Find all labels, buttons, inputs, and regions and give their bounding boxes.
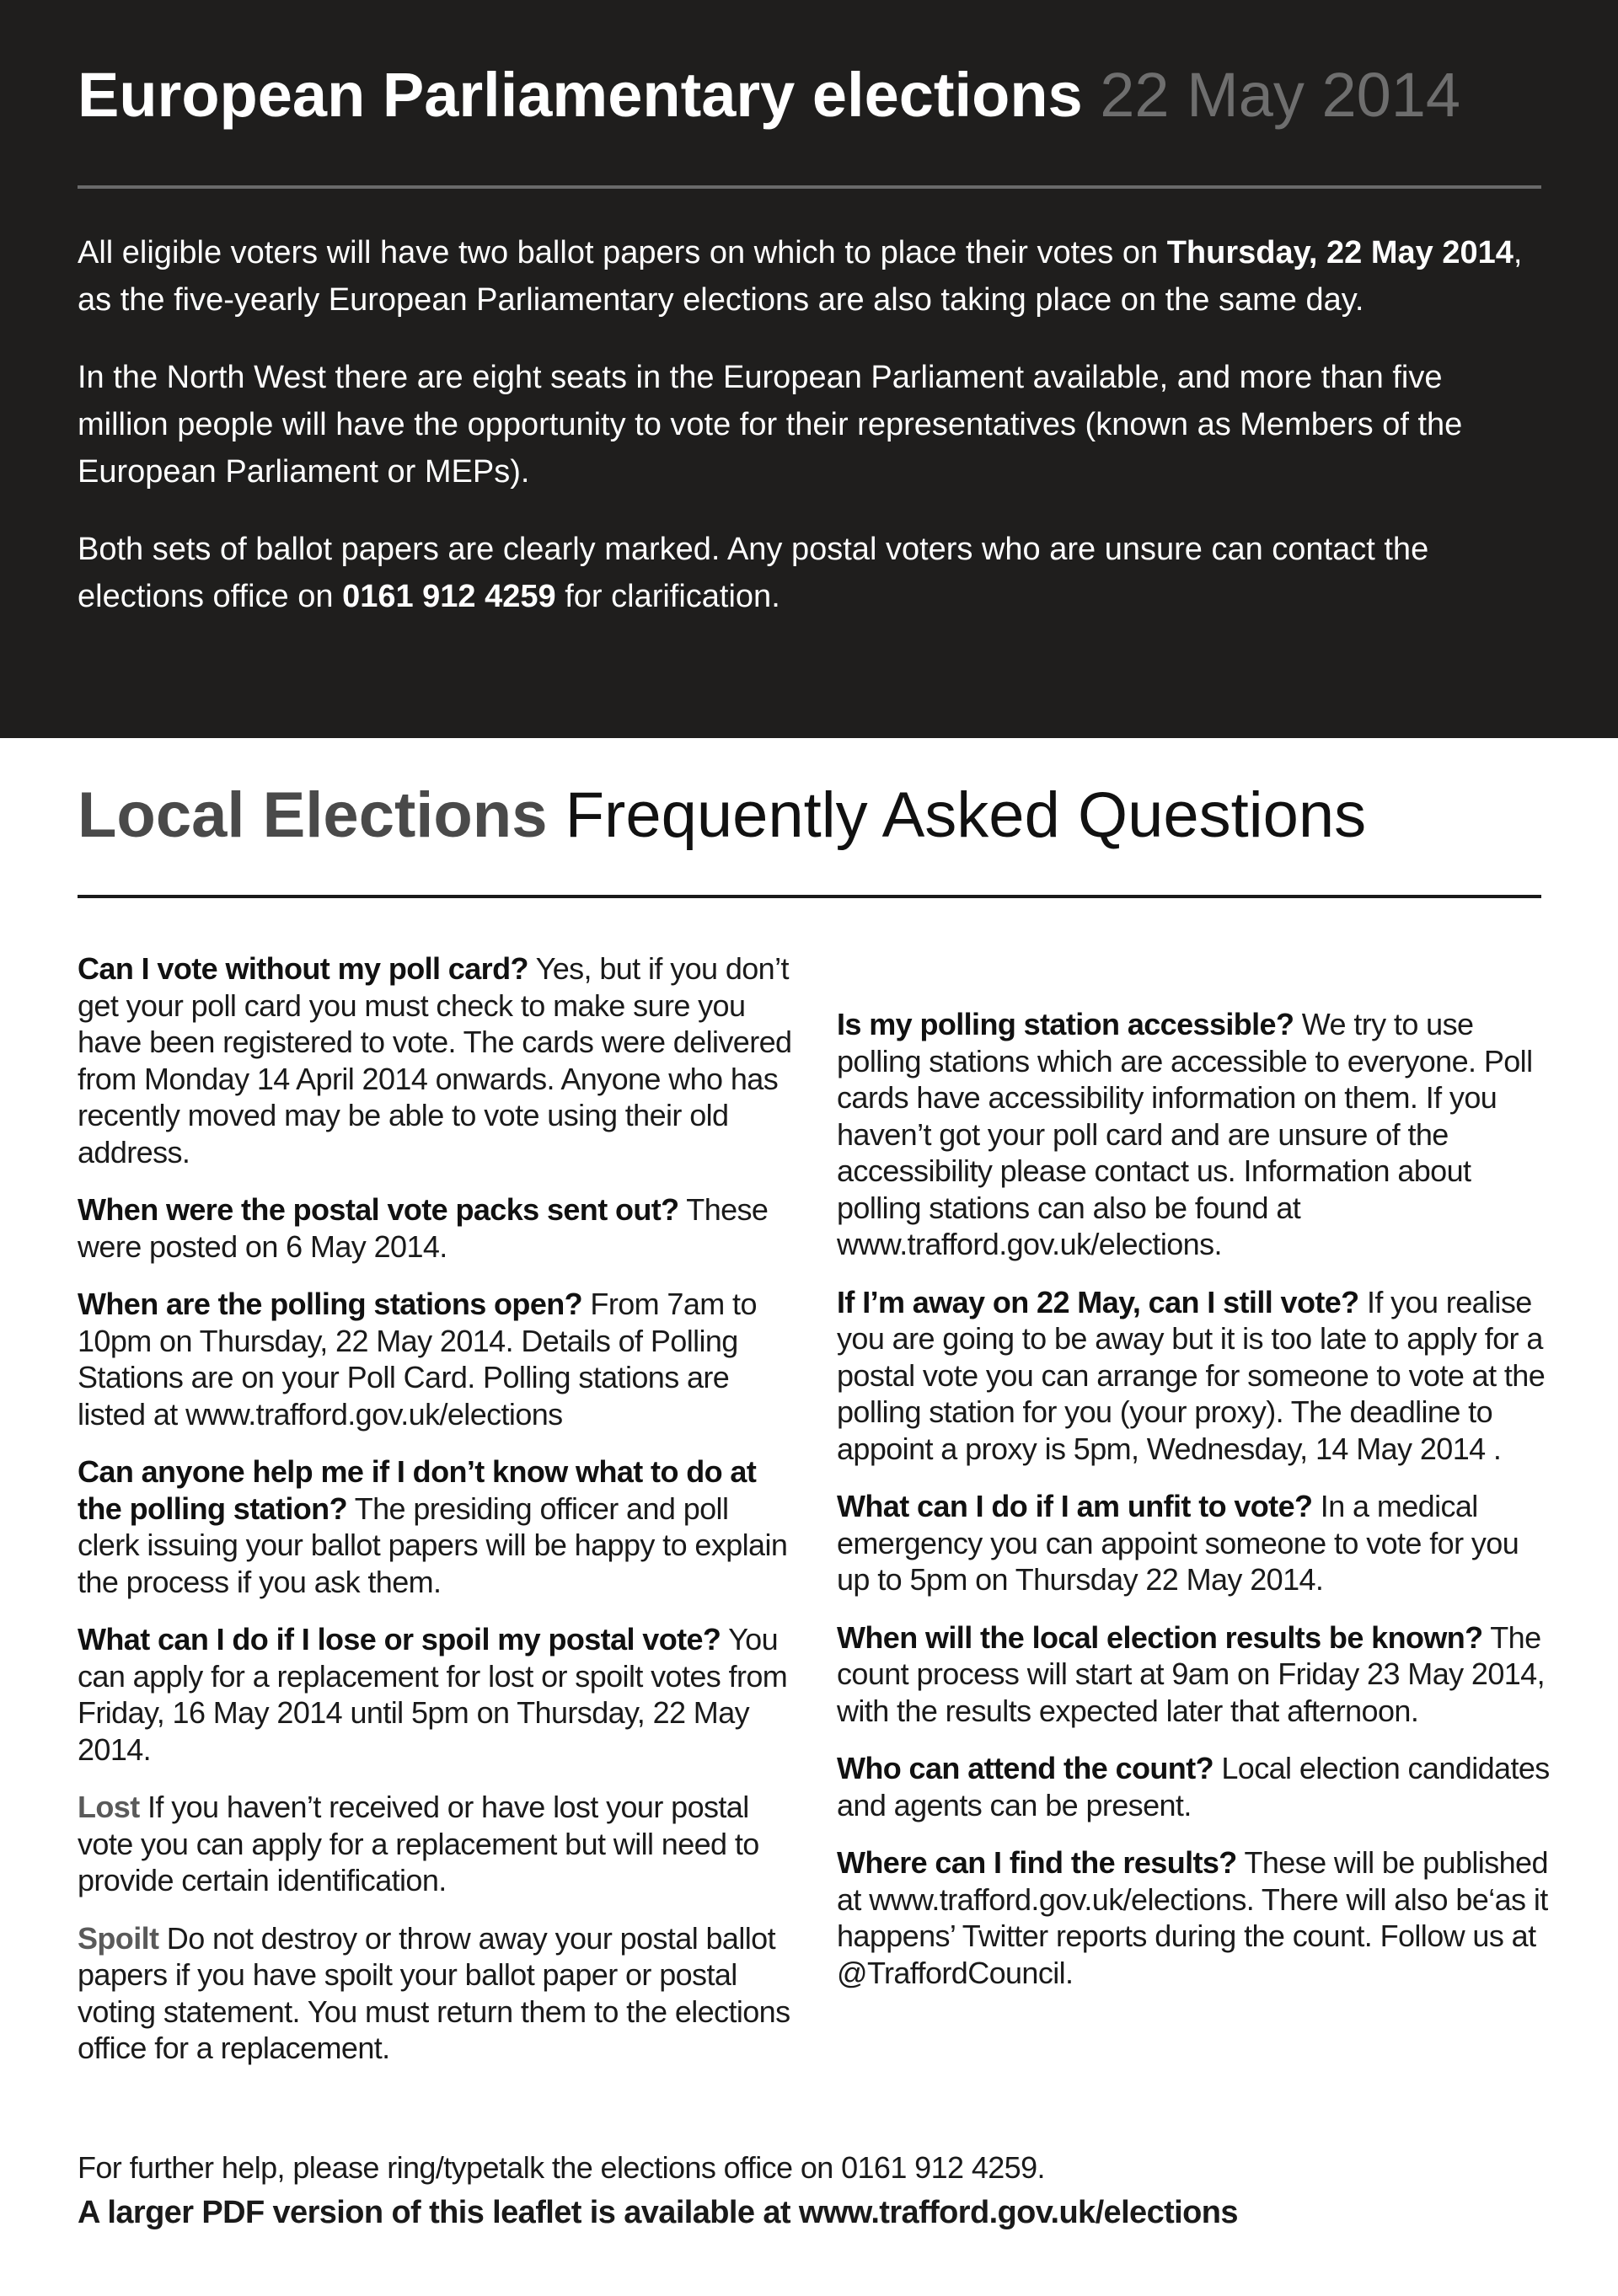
- faq-question: What can I do if I lose or spoil my postal vote?: [78, 1622, 721, 1656]
- faq-answer: Local election candidates and agents can be present.: [837, 1751, 1550, 1822]
- faq-item: [837, 1006, 1553, 1263]
- faq-question: Is my polling station accessible?: [837, 1007, 1294, 1041]
- faq-heading-divider: [78, 895, 1541, 898]
- footer-help-text: For further help, please ring/typetalk the elections office on 0161 912 4259.: [78, 2150, 1045, 2185]
- faq-right-column: [837, 1006, 1553, 2012]
- faq-question: Where can I find the results?: [837, 1845, 1237, 1880]
- eu-p1-text: All eligible voters will have two ballot papers on which to place their votes on: [78, 235, 1167, 270]
- faq-answer: Yes, but if you don’t get your poll card you must check to make sure you have been registered to vote. The cards were delivered from Monday 14 April 2014 onwards. Anyone who has recently moved may be able to vote using their old address.: [78, 951, 792, 1169]
- faq-item: [78, 1789, 794, 1899]
- faq-question: Spoilt: [78, 1920, 159, 1956]
- eu-elections-panel: [0, 0, 1618, 738]
- eu-paragraph-2: In the North West there are eight seats in the European Parliament available, and more than five million people will have the opportunity to vote for their representatives (known as Members of the European Parliament or MEPs).: [78, 360, 1463, 490]
- faq-item: [837, 1284, 1553, 1468]
- faq-item: [78, 1286, 794, 1432]
- footer: [78, 2147, 1578, 2236]
- faq-question: Lost: [78, 1790, 140, 1824]
- footer-pdf-notice: A larger PDF version of this leaflet is available at www.trafford.gov.uk/elections: [78, 2195, 1238, 2230]
- faq-question: Can I vote without my poll card?: [78, 951, 528, 986]
- faq-heading-rest: Frequently Asked Questions: [547, 779, 1367, 851]
- eu-elections-heading: [78, 61, 1460, 129]
- faq-item: [78, 1453, 794, 1600]
- faq-heading: [78, 777, 1366, 854]
- faq-item: [837, 1619, 1553, 1730]
- faq-item: [837, 1750, 1553, 1823]
- eu-p3-phone: 0161 912 4259: [342, 579, 556, 614]
- faq-question: Who can attend the count?: [837, 1751, 1214, 1785]
- eu-heading-divider: [78, 185, 1541, 189]
- faq-answer: From 7am to 10pm on Thursday, 22 May 2014. Details of Polling Stations are on your Poll Card. Polling stations are listed at www.trafford.gov.uk/elections: [78, 1287, 757, 1432]
- faq-answer: Do not destroy or throw away your postal ballot papers if you have spoilt your ballot paper or postal voting statement. You must return them to the elections office for a replacement.: [78, 1920, 790, 2065]
- faq-item: [78, 950, 794, 1170]
- faq-question: Can anyone help me if I don’t know what to do at the polling station?: [78, 1454, 757, 1526]
- faq-item: [837, 1844, 1553, 1991]
- faq-item: [78, 1621, 794, 1768]
- faq-answer: In a medical emergency you can appoint someone to vote for you up to 5pm on Thursday 22 May 2014.: [837, 1489, 1519, 1597]
- faq-item: [78, 1920, 794, 2067]
- faq-answer: The presiding officer and poll clerk issuing your ballot papers will be happy to explain the process if you ask them.: [78, 1491, 788, 1599]
- faq-left-column: [78, 950, 794, 2088]
- faq-answer: If you realise you are going to be away but it is too late to apply for a postal vote you can arrange for someone to vote at the polling station for you (your proxy). The deadline to appoint a proxy is 5pm, Wednesday, 14 May 2014 .: [837, 1284, 1546, 1466]
- eu-p1-text-end: , as the five-yearly European Parliamentary elections are also taking place on the same day.: [78, 235, 1523, 318]
- faq-answer: The count process will start at 9am on Friday 23 May 2014, with the results expected later that afternoon.: [837, 1619, 1546, 1728]
- faq-answer: If you haven’t received or have lost your postal vote you can apply for a replacement but will need to provide certain identification.: [78, 1790, 759, 1897]
- eu-paragraph-1: [78, 229, 1541, 324]
- faq-item: [78, 1191, 794, 1265]
- faq-question: When will the local election results be known?: [837, 1619, 1483, 1655]
- faq-answer: You can apply for a replacement for lost or spoilt votes from Friday, 16 May 2014 until 5pm on Thursday, 22 May 2014.: [78, 1622, 788, 1767]
- eu-body-text: [78, 229, 1541, 650]
- faq-question: When were the postal vote packs sent out?: [78, 1192, 679, 1227]
- faq-heading-strong: Local Elections: [78, 779, 548, 851]
- faq-question: When are the polling stations open?: [78, 1287, 583, 1321]
- faq-item: [837, 1488, 1553, 1598]
- eu-p1-date: Thursday, 22 May 2014: [1166, 235, 1514, 270]
- eu-p3-text: Both sets of ballot papers are clearly marked. Any postal voters who are unsure can contact the elections office on: [78, 532, 1429, 614]
- faq-question: What can I do if I am unfit to vote?: [837, 1489, 1313, 1523]
- eu-heading-title: European Parliamentary elections: [78, 60, 1083, 130]
- eu-heading-date: 22 May 2014: [1100, 60, 1461, 130]
- faq-answer: These will be published at www.trafford.gov.uk/elections. There will also be‘as it happens’ Twitter reports during the count. Follow us at @TraffordCouncil.: [837, 1845, 1548, 1990]
- faq-question: If I’m away on 22 May, can I still vote?: [837, 1284, 1359, 1319]
- eu-paragraph-3: [78, 526, 1541, 620]
- faq-answer: These were posted on 6 May 2014.: [78, 1192, 769, 1264]
- faq-answer: We try to use polling stations which are accessible to everyone. Poll cards have accessibility information on them. If you haven’t got your poll card and are unsure of the accessibility please contact us. Information about polling stations can also be found at www.trafford.gov.uk/elections.: [837, 1007, 1533, 1261]
- eu-p3-text-end: for clarification.: [555, 579, 780, 614]
